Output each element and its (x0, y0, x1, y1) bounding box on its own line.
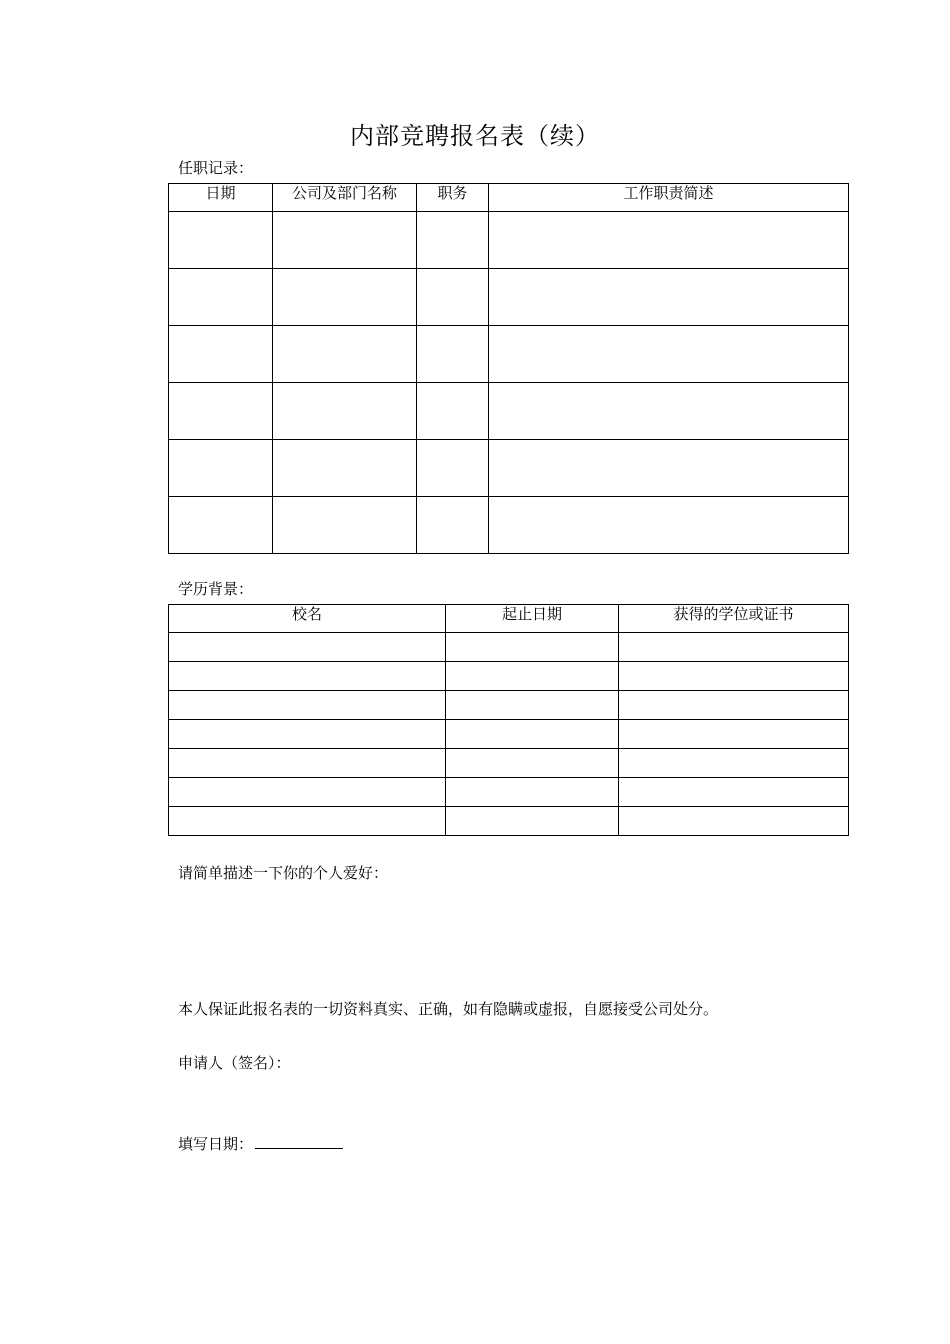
fill-date-label: 填写日期： (178, 1135, 254, 1153)
table-header-row (169, 605, 849, 633)
table-row (169, 326, 849, 383)
table-row (169, 633, 849, 662)
table-cell[interactable] (446, 749, 619, 778)
table-row (169, 212, 849, 269)
table-cell[interactable] (169, 778, 446, 807)
work-history-label: 任职记录： (178, 159, 254, 177)
table-cell[interactable] (619, 720, 849, 749)
table-cell[interactable] (169, 497, 273, 554)
education-label: 学历背景： (178, 580, 254, 598)
table-cell[interactable] (273, 497, 417, 554)
header-position: 职务 (417, 184, 489, 212)
table-cell[interactable] (489, 212, 849, 269)
table-cell[interactable] (446, 807, 619, 836)
table-cell[interactable] (273, 440, 417, 497)
table-row (169, 269, 849, 326)
header-company-department: 公司及部门名称 (273, 184, 417, 212)
table-cell[interactable] (446, 691, 619, 720)
table-cell[interactable] (273, 383, 417, 440)
header-duties: 工作职责简述 (489, 184, 849, 212)
table-cell[interactable] (446, 720, 619, 749)
table-cell[interactable] (169, 749, 446, 778)
table-cell[interactable] (273, 269, 417, 326)
table-cell[interactable] (417, 440, 489, 497)
work-history-table (168, 183, 849, 554)
table-row (169, 778, 849, 807)
header-date: 日期 (169, 184, 273, 212)
table-cell[interactable] (446, 633, 619, 662)
fill-date-row (178, 1133, 343, 1154)
table-cell[interactable] (417, 269, 489, 326)
table-cell[interactable] (169, 212, 273, 269)
table-cell[interactable] (417, 212, 489, 269)
table-cell[interactable] (169, 662, 446, 691)
table-cell[interactable] (619, 807, 849, 836)
header-degree: 获得的学位或证书 (619, 605, 849, 633)
header-period: 起止日期 (446, 605, 619, 633)
table-cell[interactable] (273, 212, 417, 269)
table-cell[interactable] (169, 807, 446, 836)
table-cell[interactable] (169, 440, 273, 497)
table-cell[interactable] (169, 383, 273, 440)
table-cell[interactable] (619, 778, 849, 807)
table-cell[interactable] (169, 691, 446, 720)
table-row (169, 749, 849, 778)
table-header-row (169, 184, 849, 212)
table-row (169, 691, 849, 720)
table-row (169, 497, 849, 554)
table-row (169, 720, 849, 749)
table-cell[interactable] (619, 633, 849, 662)
signature-label: 申请人（签名）： (178, 1054, 291, 1072)
table-cell[interactable] (619, 749, 849, 778)
header-school: 校名 (169, 605, 446, 633)
table-cell[interactable] (489, 269, 849, 326)
table-cell[interactable] (489, 440, 849, 497)
table-cell[interactable] (619, 691, 849, 720)
table-row (169, 662, 849, 691)
table-cell[interactable] (489, 497, 849, 554)
table-cell[interactable] (169, 326, 273, 383)
form-title: 内部竞聘报名表（续） (350, 122, 600, 150)
table-row (169, 807, 849, 836)
table-cell[interactable] (169, 269, 273, 326)
table-cell[interactable] (169, 720, 446, 749)
table-cell[interactable] (619, 662, 849, 691)
table-cell[interactable] (446, 662, 619, 691)
table-cell[interactable] (446, 778, 619, 807)
table-cell[interactable] (417, 326, 489, 383)
table-cell[interactable] (489, 326, 849, 383)
table-cell[interactable] (273, 326, 417, 383)
table-cell[interactable] (417, 497, 489, 554)
table-cell[interactable] (169, 633, 446, 662)
hobbies-prompt: 请简单描述一下你的个人爱好： (178, 864, 389, 882)
table-row (169, 383, 849, 440)
table-cell[interactable] (417, 383, 489, 440)
declaration-text: 本人保证此报名表的一切资料真实、正确，如有隐瞒或虚报，自愿接受公司处分。 (178, 1000, 719, 1018)
table-cell[interactable] (489, 383, 849, 440)
table-row (169, 440, 849, 497)
fill-date-blank[interactable] (255, 1134, 343, 1149)
education-table (168, 604, 849, 836)
